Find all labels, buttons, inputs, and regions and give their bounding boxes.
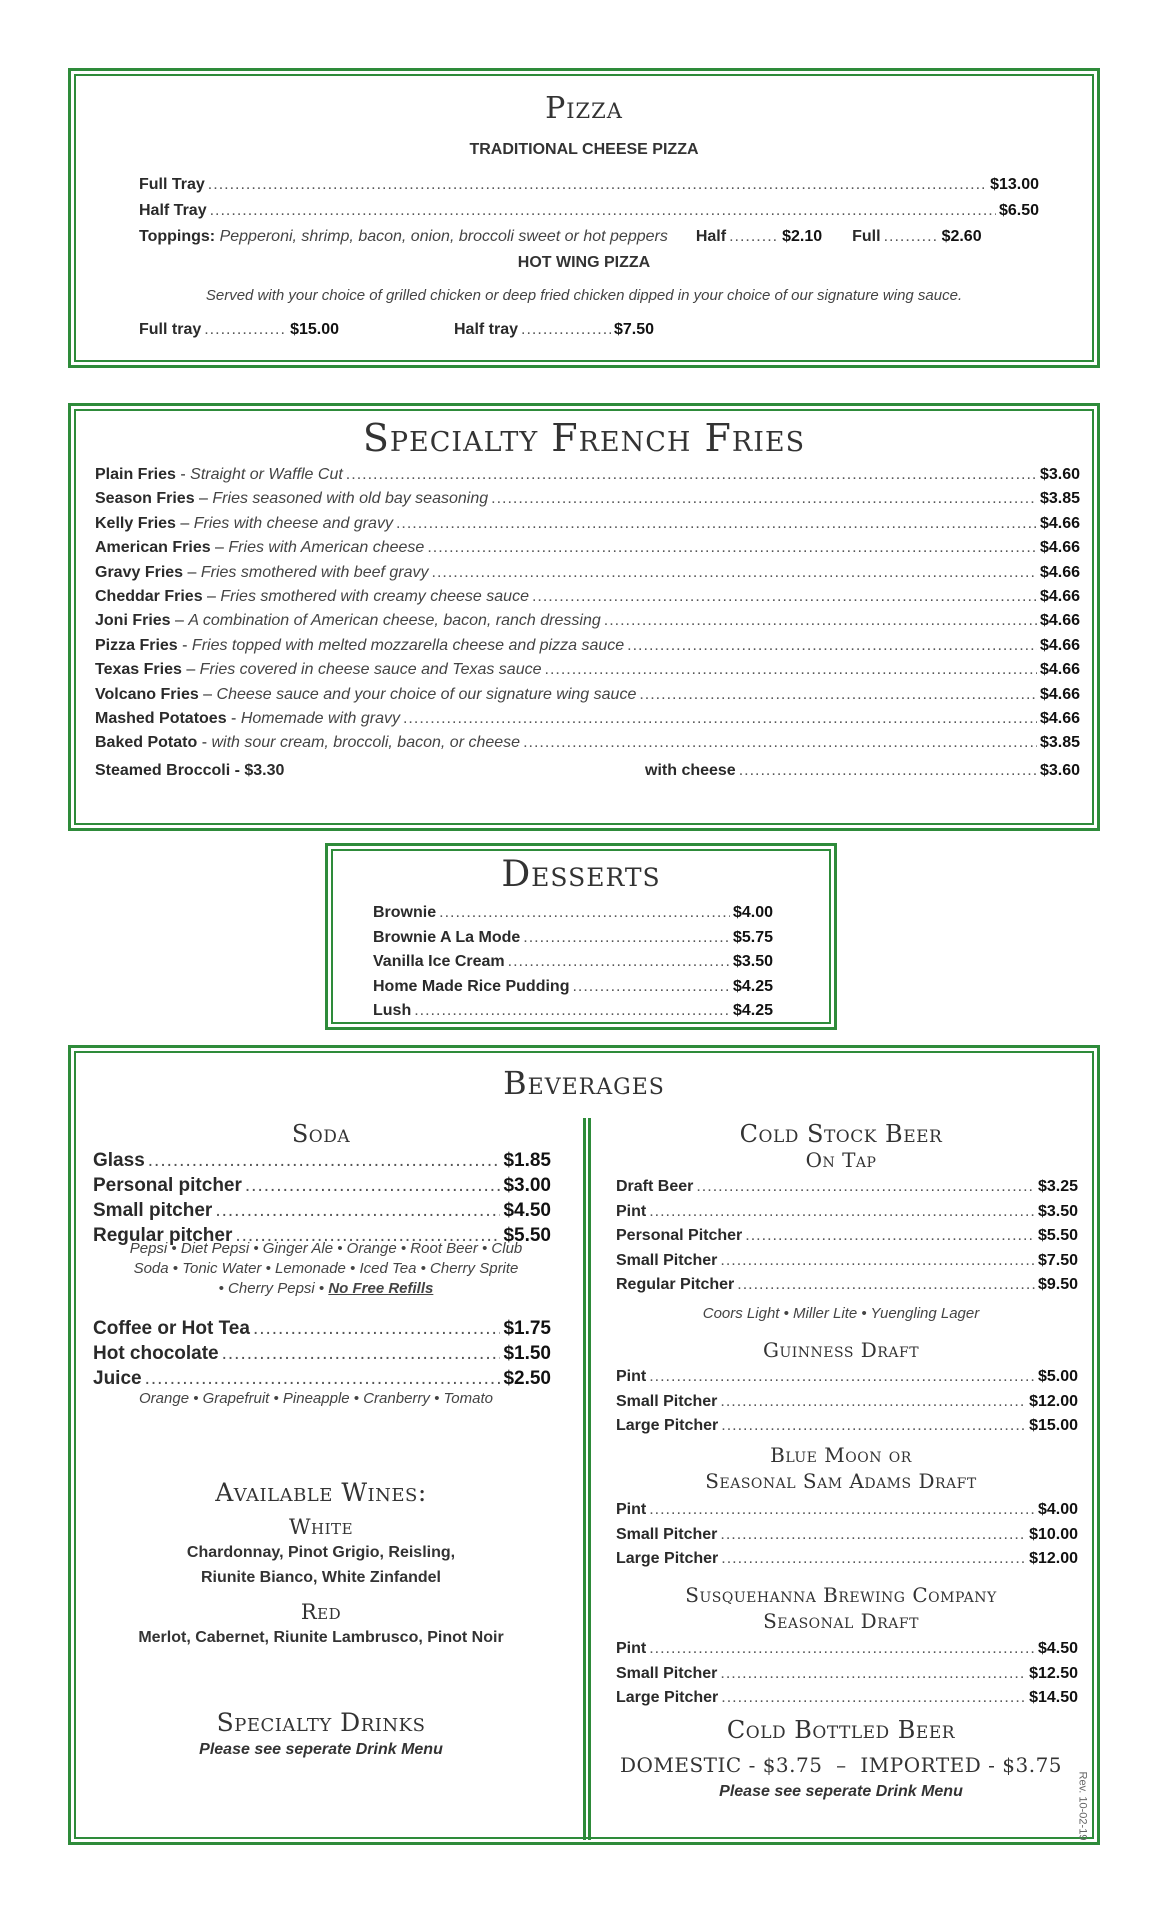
soda-row: [93, 1175, 551, 1197]
hot-drink-row: [93, 1343, 551, 1365]
fries-row: [95, 734, 1080, 752]
item-price: $10.00: [1029, 1525, 1078, 1543]
item-name: Brownie A La Mode: [373, 928, 521, 946]
broccoli-row: [95, 762, 1080, 780]
item-separator: -: [226, 710, 241, 727]
item-separator: –: [202, 588, 221, 605]
item-price: $3.85: [1039, 490, 1080, 508]
item-name: Volcano Fries: [95, 685, 199, 703]
dessert-row: [373, 978, 773, 996]
dot-leader: [884, 228, 939, 246]
hw-half-price: $7.50: [613, 321, 654, 338]
item-description: with sour cream, broccoli, bacon, or cheese: [211, 734, 521, 752]
item-name: Pizza Fries: [95, 636, 178, 654]
dot-leader: [720, 1393, 1026, 1411]
bluemoon-row: [616, 1501, 1078, 1519]
item-name: Small Pitcher: [616, 1664, 718, 1682]
hot-drink-row: [93, 1318, 551, 1340]
item-name: Hot chocolate: [93, 1343, 219, 1364]
toppings-half-price: $2.10: [782, 228, 823, 245]
item-price: $14.50: [1029, 1689, 1078, 1706]
item-name: Regular Pitcher: [616, 1276, 735, 1293]
item-price: $15.00: [1029, 1417, 1078, 1434]
item-price: $5.50: [1037, 1227, 1078, 1244]
fries-row: [95, 661, 1080, 679]
item-separator: -: [197, 734, 212, 752]
item-name: Draft Beer: [616, 1178, 694, 1195]
dessert-row: [373, 1002, 773, 1020]
item-separator: –: [210, 539, 229, 557]
item-name: Pint: [616, 1202, 647, 1220]
item-name: Mashed Potatoes: [95, 710, 227, 727]
on-tap-title: On Tap: [805, 1148, 877, 1172]
broccoli-label: Steamed Broccoli - $3.30: [95, 762, 285, 779]
fries-row: [95, 539, 1080, 557]
bluemoon-title-1: Blue Moon or: [770, 1443, 912, 1467]
dot-leader: [439, 904, 730, 922]
dessert-row: [373, 929, 773, 947]
full-tray-label: Full Tray: [139, 176, 205, 193]
item-price: $9.50: [1037, 1276, 1078, 1293]
item-name: Lush: [373, 1002, 412, 1019]
item-price: $1.75: [503, 1318, 551, 1339]
hw-half-label: Half tray: [454, 321, 519, 338]
hot-wing-title: HOT WING PIZZA: [517, 254, 651, 271]
toppings-full-price: $2.60: [941, 228, 982, 245]
bluemoon-title-2: Seasonal Sam Adams Draft: [705, 1469, 977, 1493]
dot-leader: [532, 588, 1037, 606]
item-separator: -: [177, 636, 192, 654]
dot-leader: [649, 1501, 1035, 1519]
fries-row: [95, 710, 1080, 728]
pizza-title: Pizza: [545, 91, 623, 126]
dot-leader: [720, 1526, 1026, 1544]
item-name: Juice: [93, 1368, 142, 1389]
dot-leader: [720, 1665, 1026, 1683]
item-name: Glass: [93, 1150, 145, 1171]
item-price: $4.50: [1037, 1640, 1078, 1657]
dot-leader: [204, 321, 287, 339]
item-price: $5.50: [503, 1225, 551, 1246]
item-name: Season Fries: [95, 490, 195, 508]
item-price: $12.00: [1029, 1550, 1078, 1567]
half-tray-price: $6.50: [998, 202, 1039, 219]
item-name: Regular pitcher: [93, 1225, 233, 1246]
dot-leader: [649, 1640, 1035, 1658]
bottled-prices: DOMESTIC - $3.75 – IMPORTED - $3.75: [619, 1753, 1063, 1777]
no-free-refills: No Free Refills: [328, 1280, 434, 1297]
hot-drink-row: [93, 1368, 551, 1390]
tap-row: [616, 1276, 1078, 1294]
beverages-section: [68, 1045, 1100, 1845]
dot-leader: [720, 1252, 1035, 1270]
bottled-note: Please see seperate Drink Menu: [719, 1783, 963, 1800]
item-name: Small Pitcher: [616, 1392, 718, 1410]
dot-leader: [696, 1178, 1035, 1196]
item-name: Coffee or Hot Tea: [93, 1318, 250, 1339]
dot-leader: [432, 564, 1037, 582]
item-description: Fries with cheese and gravy: [193, 514, 393, 532]
dot-leader: [737, 1276, 1035, 1294]
red-wine-title: Red: [300, 1600, 342, 1624]
dot-leader: [627, 637, 1037, 655]
item-name: Pint: [616, 1640, 647, 1657]
dot-leader: [346, 466, 1037, 484]
dot-leader: [210, 202, 996, 220]
soda-flavors-2: Soda • Tonic Water • Lemonade • Iced Tea • Cherry Sprite: [133, 1260, 519, 1277]
dot-leader: [729, 228, 779, 246]
soda-flavors-1: Pepsi • Diet Pepsi • Ginger Ale • Orange • Root Beer • Club: [129, 1240, 523, 1257]
item-name: Large Pitcher: [616, 1550, 719, 1567]
cold-stock-title: Cold Stock Beer: [739, 1120, 943, 1148]
item-price: $4.50: [503, 1200, 551, 1221]
item-separator: –: [175, 514, 194, 532]
dot-leader: [253, 1318, 501, 1340]
soda-flavors-3a: • Cherry Pepsi •: [218, 1280, 329, 1297]
item-price: $4.66: [1039, 588, 1080, 605]
fries-section: [68, 403, 1100, 831]
desserts-section: [325, 843, 837, 1030]
item-price: $4.66: [1039, 539, 1080, 557]
item-description: Fries smothered with creamy cheese sauce: [220, 588, 529, 605]
desserts-title: Desserts: [501, 854, 661, 895]
item-price: $4.00: [1037, 1501, 1078, 1518]
item-separator: -: [175, 466, 191, 483]
dot-leader: [721, 1689, 1026, 1707]
item-price: $5.00: [1037, 1368, 1078, 1385]
fries-row: [95, 564, 1080, 582]
dot-leader: [523, 734, 1037, 752]
dot-leader: [491, 490, 1037, 508]
dot-leader: [222, 1343, 501, 1365]
item-price: $4.25: [732, 1002, 773, 1019]
dot-leader: [521, 321, 611, 339]
revision-note: Rev. 10-02-19: [1076, 1771, 1089, 1841]
item-price: $5.75: [732, 928, 773, 946]
white-wine-title: White: [288, 1515, 354, 1539]
fries-row: [95, 612, 1080, 630]
item-price: $3.50: [732, 953, 773, 970]
susquehanna-row: [616, 1640, 1078, 1658]
item-separator: –: [198, 685, 217, 703]
susquehanna-title-2: Seasonal Draft: [763, 1609, 919, 1633]
white-wines-2: Riunite Bianco, White Zinfandel: [201, 1569, 441, 1586]
item-price: $4.66: [1039, 514, 1080, 532]
item-price: $3.00: [503, 1175, 551, 1196]
wines-title: Available Wines:: [215, 1478, 427, 1507]
item-price: $4.66: [1039, 563, 1080, 581]
item-price: $4.00: [732, 904, 773, 921]
dot-leader: [545, 661, 1037, 679]
item-description: Homemade with gravy: [240, 710, 400, 727]
toppings-full-label: Full: [852, 228, 881, 245]
dot-leader: [639, 686, 1037, 704]
item-separator: –: [181, 661, 200, 679]
item-price: $2.50: [503, 1368, 551, 1389]
guinness-row: [616, 1368, 1078, 1386]
fries-row: [95, 490, 1080, 508]
item-price: $7.50: [1037, 1251, 1078, 1269]
toppings-desc: Pepperoni, shrimp, bacon, onion, broccoli sweet or hot peppers: [219, 228, 668, 245]
fries-row: [95, 637, 1080, 655]
dot-leader: [208, 176, 987, 194]
item-name: Cheddar Fries: [95, 588, 203, 605]
dessert-row: [373, 904, 773, 922]
item-separator: –: [194, 490, 213, 508]
item-description: Fries smothered with beef gravy: [200, 563, 429, 581]
full-tray-row: [139, 176, 1039, 194]
dot-leader: [396, 515, 1037, 533]
item-price: $4.66: [1039, 612, 1080, 630]
susquehanna-title-1: Susquehanna Brewing Company: [685, 1583, 997, 1607]
tap-brands: Coors Light • Miller Lite • Yuengling Lager: [702, 1305, 980, 1322]
dessert-row: [373, 953, 773, 971]
fries-title: Specialty French Fries: [362, 416, 806, 460]
item-name: Large Pitcher: [616, 1689, 719, 1706]
beverages-title: Beverages: [503, 1064, 665, 1102]
tap-row: [616, 1252, 1078, 1270]
susquehanna-row: [616, 1665, 1078, 1683]
item-description: Fries with American cheese: [228, 539, 425, 557]
item-price: $3.60: [1039, 466, 1080, 483]
item-name: Small Pitcher: [616, 1525, 718, 1543]
dot-leader: [245, 1175, 501, 1197]
item-price: $4.25: [732, 977, 773, 995]
item-name: Small Pitcher: [616, 1251, 718, 1269]
item-description: Fries topped with melted mozzarella cheese and pizza sauce: [191, 636, 625, 654]
item-name: Joni Fries: [95, 612, 171, 630]
dot-leader: [403, 710, 1037, 728]
guinness-title: Guinness Draft: [762, 1338, 920, 1362]
dot-leader: [508, 953, 730, 971]
hw-full-price: $15.00: [290, 321, 339, 338]
guinness-row: [616, 1393, 1078, 1411]
item-name: Pint: [616, 1501, 647, 1518]
item-price: $12.00: [1029, 1392, 1078, 1410]
susquehanna-row: [616, 1689, 1078, 1707]
soda-row: [93, 1200, 551, 1222]
item-name: Texas Fries: [95, 661, 182, 679]
item-price: $3.85: [1039, 734, 1080, 752]
bluemoon-row: [616, 1526, 1078, 1544]
dot-leader: [523, 929, 730, 947]
soda-row: [93, 1150, 551, 1172]
toppings-row: [139, 228, 1094, 246]
item-price: $4.66: [1039, 636, 1080, 654]
pizza-subtitle: TRADITIONAL CHEESE PIZZA: [469, 141, 699, 158]
tap-row: [616, 1227, 1078, 1245]
item-name: Personal Pitcher: [616, 1227, 743, 1244]
toppings-half-label: Half: [695, 228, 727, 245]
dot-leader: [215, 1200, 500, 1222]
toppings-label: Toppings:: [139, 228, 216, 245]
item-price: $4.66: [1039, 710, 1080, 727]
item-description: Cheese sauce and your choice of our signature wing sauce: [216, 685, 637, 703]
broccoli-cheese-label: with cheese: [645, 762, 736, 779]
column-divider: [583, 1118, 586, 1840]
dot-leader: [604, 612, 1037, 630]
dot-leader: [427, 539, 1037, 557]
hw-half-row: [454, 321, 654, 339]
item-price: $1.85: [503, 1150, 551, 1171]
dot-leader: [145, 1368, 501, 1390]
fries-row: [95, 588, 1080, 606]
bottled-title: Cold Bottled Beer: [726, 1716, 956, 1744]
half-tray-row: [139, 202, 1039, 220]
item-price: $1.50: [503, 1343, 551, 1364]
item-separator: –: [183, 563, 201, 581]
item-name: Gravy Fries: [95, 563, 184, 581]
item-price: $3.50: [1037, 1202, 1078, 1220]
dot-leader: [148, 1150, 501, 1172]
tap-row: [616, 1203, 1078, 1221]
hw-full-label: Full tray: [139, 321, 202, 338]
dot-leader: [739, 762, 1037, 780]
item-price: $3.25: [1037, 1178, 1078, 1195]
juice-options: Orange • Grapefruit • Pineapple • Cranberry • Tomato: [139, 1390, 493, 1407]
pizza-section: [68, 68, 1100, 368]
guinness-row: [616, 1417, 1078, 1435]
item-price: $4.66: [1039, 661, 1080, 679]
soda-title: Soda: [291, 1120, 351, 1148]
red-wines: Merlot, Cabernet, Riunite Lambrusco, Pinot Noir: [138, 1629, 504, 1646]
item-separator: –: [170, 612, 189, 630]
dot-leader: [745, 1227, 1035, 1245]
dot-leader: [414, 1002, 730, 1020]
full-tray-price: $13.00: [990, 176, 1039, 193]
item-price: $12.50: [1029, 1664, 1078, 1682]
item-name: Vanilla Ice Cream: [373, 953, 505, 970]
item-name: Personal pitcher: [93, 1175, 242, 1196]
dot-leader: [649, 1203, 1035, 1221]
item-description: Straight or Waffle Cut: [190, 466, 343, 483]
dot-leader: [649, 1368, 1035, 1386]
fries-row: [95, 515, 1080, 533]
item-name: Kelly Fries: [95, 514, 176, 532]
item-name: Brownie: [373, 904, 437, 921]
item-description: Fries seasoned with old bay seasoning: [212, 490, 489, 508]
item-description: A combination of American cheese, bacon, ranch dressing: [188, 612, 601, 630]
broccoli-price: $3.60: [1039, 762, 1080, 779]
item-name: Plain Fries: [95, 466, 176, 483]
bluemoon-row: [616, 1550, 1078, 1568]
item-name: Home Made Rice Pudding: [373, 977, 570, 995]
half-tray-label: Half Tray: [139, 202, 207, 219]
item-name: Baked Potato: [95, 734, 198, 752]
dot-leader: [572, 978, 729, 996]
fries-row: [95, 466, 1080, 484]
item-name: Large Pitcher: [616, 1417, 719, 1434]
tap-row: [616, 1178, 1078, 1196]
soda-flavors-3: [91, 1280, 561, 1297]
fries-row: [95, 686, 1080, 704]
item-name: Small pitcher: [93, 1200, 213, 1221]
item-price: $4.66: [1039, 685, 1080, 703]
dot-leader: [721, 1550, 1026, 1568]
specialty-drinks-title: Specialty Drinks: [216, 1708, 426, 1737]
hot-wing-desc: Served with your choice of grilled chicken or deep fried chicken dipped in your choice of our signature wing sauce.: [205, 287, 963, 304]
white-wines-1: Chardonnay, Pinot Grigio, Reisling,: [186, 1544, 456, 1561]
item-description: Fries covered in cheese sauce and Texas sauce: [199, 661, 542, 679]
item-name: American Fries: [95, 539, 211, 557]
item-name: Pint: [616, 1368, 647, 1385]
dot-leader: [721, 1417, 1026, 1435]
specialty-drinks-note: Please see seperate Drink Menu: [199, 1741, 443, 1758]
hw-full-row: [139, 321, 339, 339]
